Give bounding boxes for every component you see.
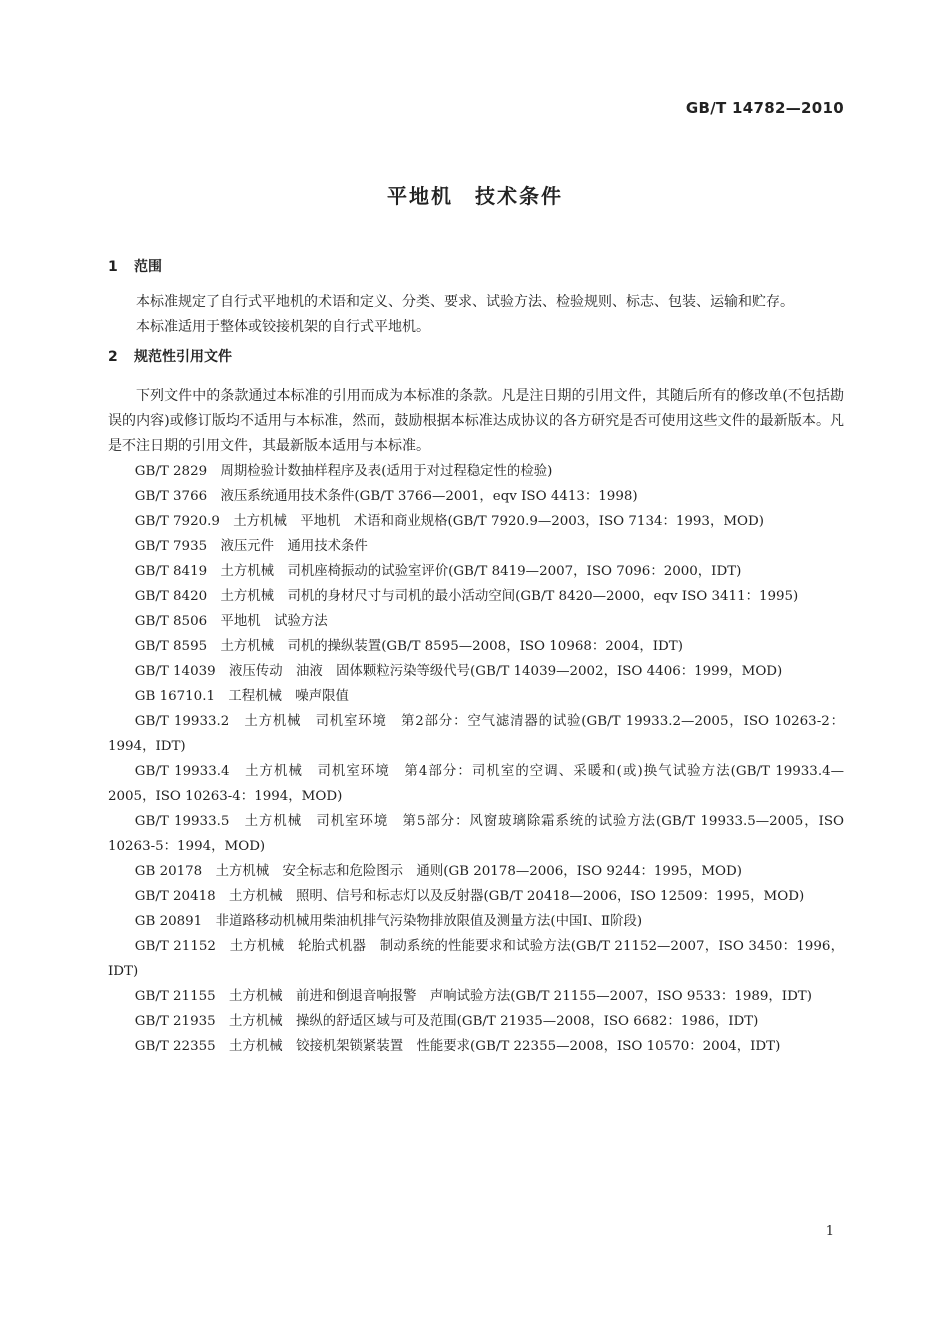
- standard-number: GB/T 14782—2010: [685, 99, 844, 117]
- section-number: 2: [108, 349, 118, 365]
- paragraph: 下列文件中的条款通过本标准的引用而成为本标准的条款。凡是注日期的引用文件，其随后所有的修改单(不包括勘误的内容)或修订版均不适用与本标准，然而，鼓励根据本标准达成协议的各方研究是否可使用这些文件的最新版本。凡是不注日期的引用文件，其最新版本适用与本标准。: [108, 388, 844, 454]
- reference-item: GB/T 19933.4 土方机械 司机室环境 第4部分：司机室的空调、采暖和(或)换气试验方法(GB/T 19933.4—2005，ISO 10263-4：1994，MOD): [108, 764, 844, 804]
- reference-item: GB/T 8419 土方机械 司机座椅振动的试验室评价(GB/T 8419—2007，ISO 7096：2000，IDT): [134, 564, 742, 579]
- reference-item: GB/T 7935 液压元件 通用技术条件: [134, 539, 368, 554]
- reference-item: GB/T 2829 周期检验计数抽样程序及表(适用于对过程稳定性的检验): [134, 464, 553, 479]
- reference-item: GB/T 21935 土方机械 操纵的舒适区域与可及范围(GB/T 21935—2008，ISO 6682：1986，IDT): [134, 1014, 759, 1029]
- reference-item: GB/T 21152 土方机械 轮胎式机器 制动系统的性能要求和试验方法(GB/T 21152—2007，ISO 3450：1996，IDT): [108, 939, 844, 979]
- section-title: 规范性引用文件: [134, 349, 232, 365]
- reference-item: GB 16710.1 工程机械 噪声限值: [134, 689, 349, 704]
- paragraph: 本标准适用于整体或铰接机架的自行式平地机。: [136, 319, 430, 335]
- reference-item: GB/T 21155 土方机械 前进和倒退音响报警 声响试验方法(GB/T 21155—2007，ISO 9533：1989，IDT): [134, 989, 812, 1004]
- section-1-heading: [108, 255, 844, 280]
- reference-item: GB/T 7920.9 土方机械 平地机 术语和商业规格(GB/T 7920.9—2003，ISO 7134：1993，MOD): [134, 514, 764, 529]
- reference-item: GB/T 19933.2 土方机械 司机室环境 第2部分：空气滤清器的试验(GB/T 19933.2—2005，ISO 10263-2：1994，IDT): [108, 714, 844, 754]
- reference-item: GB/T 8420 土方机械 司机的身材尺寸与司机的最小活动空间(GB/T 8420—2000，eqv ISO 3411：1995): [134, 589, 799, 604]
- section-title: 范围: [134, 259, 162, 275]
- reference-item: GB 20178 土方机械 安全标志和危险图示 通则(GB 20178—2006，ISO 9244：1995，MOD): [134, 864, 742, 879]
- page-number: 1: [825, 1224, 834, 1239]
- document-body: [108, 255, 844, 1059]
- section-number: 1: [108, 259, 118, 275]
- reference-item: GB/T 19933.5 土方机械 司机室环境 第5部分：风窗玻璃除霜系统的试验方法(GB/T 19933.5—2005，ISO 10263-5：1994，MOD): [108, 814, 844, 854]
- reference-item: GB/T 8506 平地机 试验方法: [134, 614, 328, 629]
- reference-item: GB/T 20418 土方机械 照明、信号和标志灯以及反射器(GB/T 20418—2006，ISO 12509：1995，MOD): [134, 889, 805, 904]
- reference-item: GB/T 22355 土方机械 铰接机架锁紧装置 性能要求(GB/T 22355—2008，ISO 10570：2004，IDT): [134, 1039, 781, 1054]
- paragraph: 本标准规定了自行式平地机的术语和定义、分类、要求、试验方法、检验规则、标志、包装、运输和贮存。: [136, 294, 794, 310]
- reference-item: GB/T 8595 土方机械 司机的操纵装置(GB/T 8595—2008，ISO 10968：2004，IDT): [134, 639, 683, 654]
- section-2-heading: [108, 345, 844, 370]
- reference-item: GB 20891 非道路移动机械用柴油机排气污染物排放限值及测量方法(中国Ⅰ、Ⅱ阶段): [134, 914, 643, 929]
- reference-item: GB/T 3766 液压系统通用技术条件(GB/T 3766—2001，eqv ISO 4413：1998): [134, 489, 638, 504]
- page-title: 平地机 技术条件: [387, 184, 563, 208]
- reference-list: [108, 459, 844, 1059]
- reference-item: GB/T 14039 液压传动 油液 固体颗粒污染等级代号(GB/T 14039—2002，ISO 4406：1999，MOD): [134, 664, 783, 679]
